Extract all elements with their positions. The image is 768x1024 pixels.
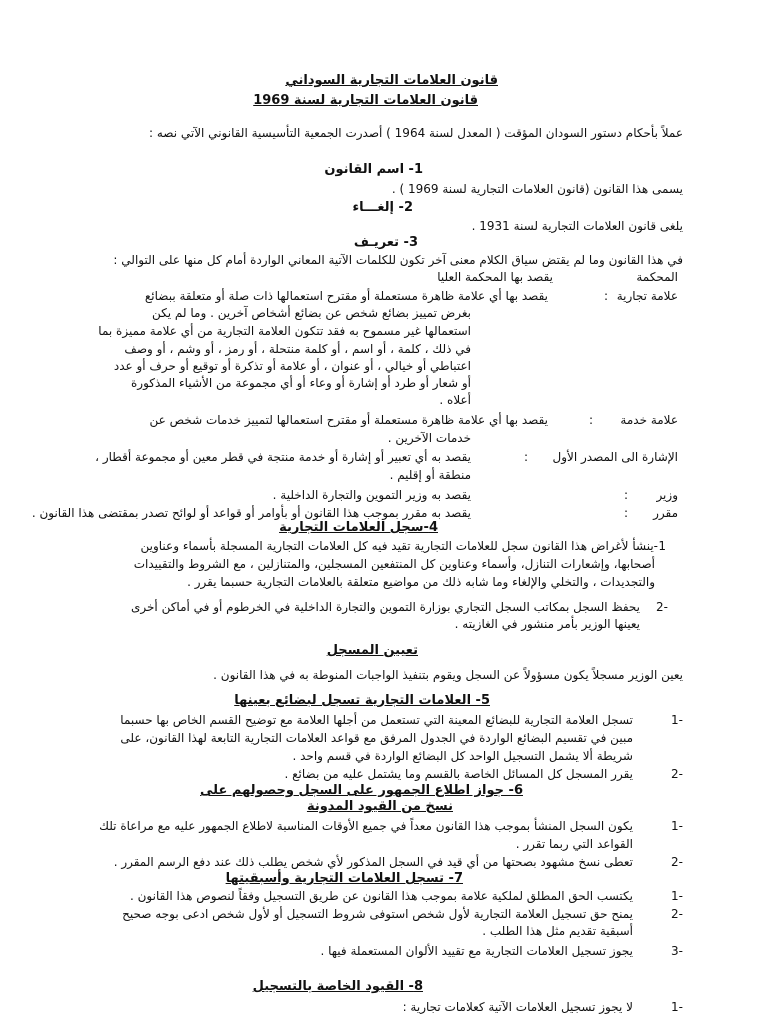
section-3-title: 3- تعريـف [353,235,418,250]
section-4-item-1: -ينشأ لأغراض هذا القانون سجل للعلامات التجارية تقيد فيه كل العلامات التجارية المسجلة بأسماء وعناوين [140,539,658,553]
item-number: -1 [671,713,683,727]
item-number: -1 [671,1000,683,1014]
section-4-item-2: يحفظ السجل بمكاتب السجل التجاري بوزارة التموين والتجارة الداخلية في الخرطوم أو في أماكن أخرى [131,600,640,614]
definition-text-trademark: استعمالها غير مسموح به فقد تتكون العلامة التجارية من أي علامة مميزة بما [98,324,471,338]
section-4-title: 4-سجل العلامات التجارية [279,520,438,535]
section-2-text: يلغى قانون العلامات التجارية لسنة 1931 . [471,219,683,233]
section-8-item-1: لا يجوز تسجيل العلامات الآتية كعلامات تجارية : [402,1000,633,1014]
section-6-item-1: يكون السجل المنشأ بموجب هذا القانون معداً في جميع الأوقات المناسبة لاطلاع الجمهور عليه مع مراعاة تلك [99,819,633,833]
section-5-item-1: شريطة ألا يشمل التسجيل الواحد كل البضائع الواردة في قسم واحد . [292,749,633,763]
definition-text-trademark: اعتباطي أو خيالي ، أو عنوان ، أو علامة أو تذكرة أو توقيع أو حرف أو عدد [113,359,471,373]
item-number: -3 [671,944,683,958]
definition-term-registrar-rule: مقرر [653,506,678,520]
definition-colon: : [588,413,593,427]
definition-text-court: يقصد بها المحكمة العليا [437,270,553,284]
item-number: -2 [656,600,668,614]
document-title: قانون العلامات التجارية السوداني [285,73,498,88]
definition-text-service-mark: يقصد بها أي علامة ظاهرة مستعملة أو مقترح استعمالها لتمييز خدمات شخص عن [149,413,548,427]
section-3-intro: في هذا القانون وما لم يقتض سياق الكلام معنى آخر تكون للكلمات الآتية المعاني الواردة أمام كل منها على التوالي : [113,253,683,267]
definition-text-trademark: أو شعار أو طرد أو إشارة أو وعاء أو أي مجموعة من الأشياء المذكورة [131,376,471,390]
definition-text-trademark: بغرض تمييز بضائع شخص عن بضائع أشخاص آخرين . وما لم يكن [152,306,471,320]
section-7-item-2: يمنح حق تسجيل العلامة التجارية لأول شخص استوفى شروط التسجيل أو لأول شخص ادعى بوجه صحيح [122,907,633,921]
definition-text-trademark: يقصد بها أي علامة ظاهرة مستعملة أو مقترح استعمالها ذات صلة أو متعلقة ببضائع [144,289,548,303]
definition-colon: : [623,488,628,502]
preamble: عملاً بأحكام دستور السودان المؤقت ( المعدل لسنة 1964 ) أصدرت الجمعية التأسيسية القانوني الآتي نصه : [149,126,683,140]
section-5-item-1: مبين في تقسيم البضائع الواردة في الجدول المرفق مع قواعد العلامات التجارية التابعة لهذا القانون، على [120,731,633,745]
section-4-item-1: أصحابها، وإشعارات التنازل، وأسماء وعناوين كل المنتفعين المسجلين، والمتنازلين ، مع الشروط والتقييدات [133,557,655,571]
section-2-title: 2- إلغـــاء [352,200,413,215]
definition-text-origin: يقصد به أي تعبير أو إشارة أو خدمة منتجة في قطر معين أو مجموعة أقطار ، [95,450,471,464]
definition-text-service-mark: خدمات الآخرين . [387,431,471,445]
section-5-item-2: يقرر المسجل كل المسائل الخاصة بالقسم وما يشتمل عليه من بضائع . [284,767,633,781]
item-number: -1 [671,819,683,833]
definition-colon: : [603,289,608,303]
section-7-item-3: يجوز تسجيل العلامات التجارية مع تقييد الألوان المستعملة فيها . [320,944,633,958]
section-6-title: 6- جواز اطلاع الجمهور على السجل وحصولهم على [200,783,523,798]
definition-term-court: المحكمة [636,270,678,284]
section-4-item-1: والتجديدات ، والتخلي والإلغاء وما شابه ذلك من مواضيع متعلقة بالعلامات التجارية حسبما يقرر . [187,575,655,589]
section-6-item-2: تعطى نسخ مشهود بصحتها من أي قيد في السجل المذكور لأي شخص يطلب ذلك عند دفع الرسم المقرر . [113,855,633,869]
definition-text-origin: منطقة أو إقليم . [389,468,471,482]
section-7-item-2: أسبقية تقديم مثل هذا الطلب . [482,924,633,938]
section-1-text: يسمى هذا القانون (قانون العلامات التجارية لسنة 1969 ) . [391,182,683,196]
item-number: -2 [671,767,683,781]
section-4-item-2: يعينها الوزير بأمر منشور في الغازيته . [454,617,640,631]
item-number: 1 [658,539,666,553]
definition-text-trademark: أعلاه . [439,393,471,407]
definition-text-trademark: في ذلك ، كلمة ، أو اسم ، أو كلمة منتحلة ، أو رمز ، أو وشم ، أو وصف [124,342,471,356]
item-number: -2 [671,855,683,869]
definition-colon: : [623,506,628,520]
section-6-item-1: القواعد التي ربما تقرر . [515,837,633,851]
definition-colon: : [523,450,528,464]
item-number: -2 [671,907,683,921]
registrar-title: تعيين المسجل [326,643,418,658]
section-1-title: 1- اسم القانون [324,162,423,177]
definition-text-minister: يقصد به وزير التموين والتجارة الداخلية . [272,488,471,502]
section-6-title: نسخ من القيود المدونة [306,799,453,814]
section-5-item-1: تسجل العلامة التجارية للبضائع المعينة التي تستعمل من أجلها العلامة مع توضيح القسم الخاص بها حسبما [120,713,633,727]
item-number: -1 [671,889,683,903]
registrar-text: يعين الوزير مسجلاً يكون مسؤولاً عن السجل ويقوم بتنفيذ الواجبات المنوطة به في هذا القانون . [213,668,683,682]
document-subtitle: قانون العلامات التجارية لسنة 1969 [253,93,478,108]
definition-term-service-mark: علامة خدمة [620,413,678,427]
section-7-title: 7- تسجل العلامات التجارية وأسبقيتها [225,871,463,886]
definition-term-origin: الإشارة الى المصدر الأول [552,450,678,464]
section-8-title: 8- القيود الخاصة بالتسجيل [252,979,423,994]
section-5-title: 5- العلامات التجارية تسجل لبضائع بعينها [234,693,490,708]
definition-text-registrar-rule: يقصد به مقرر بموجب هذا القانون أو بأوامر أو قواعد أو لوائح تصدر بمقتضى هذا القانون . [31,506,471,520]
section-7-item-1: يكتسب الحق المطلق لملكية علامة بموجب هذا القانون عن طريق التسجيل وفقاً لنصوص هذا القانون . [129,889,633,903]
definition-term-trademark: علامة تجارية [616,289,678,303]
definition-term-minister: وزير [656,488,678,502]
